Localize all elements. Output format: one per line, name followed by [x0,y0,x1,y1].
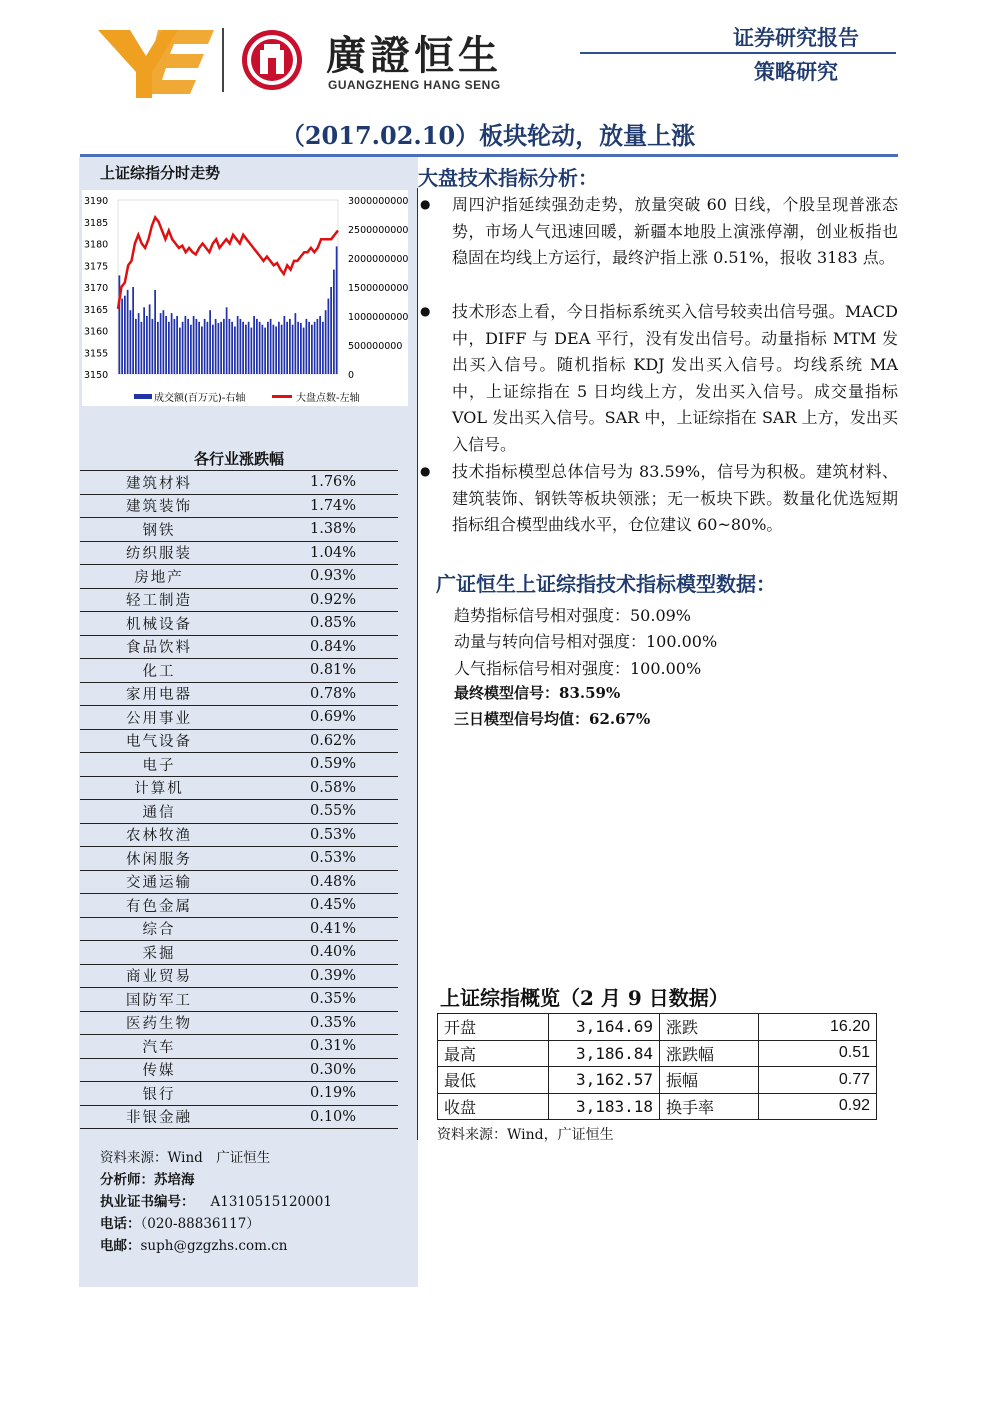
chart-title: 上证综指分时走势 [100,164,221,182]
left-axis-tick: 3150 [84,370,109,381]
sector-row [80,1011,398,1035]
overview-source: 资料来源：Wind，广证恒生 [437,1127,614,1143]
sector-name: 电子 [80,753,238,777]
sector-name: 汽车 [80,1035,238,1059]
sector-row [80,729,398,753]
volume-bar [201,326,203,374]
model-sentiment: 人气指标信号相对强度：100.00% [454,659,702,678]
sector-row [80,776,398,800]
sector-row [80,659,398,683]
volume-bar [311,325,313,374]
volume-bar [193,316,195,374]
report-type [580,22,896,52]
cert-label: 执业证书编号： [100,1194,195,1210]
sector-name: 建筑材料 [80,471,238,495]
volume-bar [251,328,253,374]
sector-change: 0.55% [238,800,398,824]
volume-bar [259,322,261,374]
right-axis-tick: 500000000 [348,341,403,352]
volume-bar [336,246,338,374]
overview-value: 0.77 [759,1067,877,1094]
volume-bar [297,322,299,374]
sector-row [80,917,398,941]
sector-change: 0.59% [238,753,398,777]
left-axis-tick: 3180 [84,239,109,251]
sector-row [80,894,398,918]
volume-bar [157,322,159,374]
overview-label: 涨跌 [660,1014,759,1041]
sector-name: 休闲服务 [80,847,238,871]
volume-bar [229,319,231,374]
analysis-paragraph-2: 技术形态上看，今日指标系统买入信号较卖出信号强。MACD 中，DIFF 与 DEA 平行，没有发出信号。动量指标 MTM 发出买入信号。随机指标 KDJ 发出买入信号。均线系统 MA 中，上证综指在 5 日均线上方，发出买入信号。成交量指标 VOL 发出买入信号。SAR 中，上证综指在 SAR 上方，发出买入信号。 [452,302,898,454]
volume-bar [212,325,214,374]
volume-bar [121,299,123,374]
sector-change: 0.69% [238,706,398,730]
overview-value: 3,164.69 [549,1014,660,1041]
overview-value: 3,183.18 [549,1093,660,1120]
volume-bar [314,322,316,374]
legend-swatch-index [272,395,292,398]
sector-change: 0.35% [238,1011,398,1035]
overview-value: 0.92 [759,1093,877,1120]
intraday-chart [82,190,408,406]
report-subtype-label: 策略研究 [754,60,838,84]
overview-title: 上证综指概览（2 月 9 日数据） [440,986,729,1010]
sector-name: 传媒 [80,1058,238,1082]
analyst-label: 分析师： [100,1172,154,1188]
volume-bar [292,325,294,374]
volume-bar [226,307,228,374]
overview-label: 最高 [438,1040,549,1067]
volume-bar [330,287,332,374]
volume-bar [198,322,200,374]
sector-change: 1.38% [238,518,398,542]
sector-row [80,1082,398,1106]
overview-row [438,1040,877,1067]
report-subtype [580,56,896,86]
header-rule [580,52,896,54]
overview-row [438,1067,877,1094]
sector-name: 化工 [80,659,238,683]
ye-logo-icon [96,22,216,100]
email-value[interactable]: suph@gzgzhs.com.cn [140,1238,288,1254]
sector-row [80,682,398,706]
volume-bar [262,325,264,374]
sector-change: 0.84% [238,635,398,659]
model-final-signal: 最终模型信号：83.59% [454,684,621,702]
sector-name: 轻工制造 [80,588,238,612]
sector-change: 0.53% [238,823,398,847]
overview-label: 振幅 [660,1067,759,1094]
phone-value: （020-88836117） [140,1216,260,1232]
volume-bar [267,322,269,374]
report-type-label: 证券研究报告 [733,26,859,50]
volume-bar [127,290,129,374]
sector-row [80,1105,398,1129]
sector-change: 0.41% [238,917,398,941]
overview-value: 0.51 [759,1040,877,1067]
cert-number: A1310515120001 [210,1194,332,1210]
intraday-chart-svg [82,190,408,406]
sector-name: 农林牧渔 [80,823,238,847]
sector-change: 0.58% [238,776,398,800]
sector-change: 0.53% [238,847,398,871]
volume-bar [278,322,280,374]
volume-bar [163,310,165,374]
model-momentum: 动量与转向信号相对强度：100.00% [454,632,718,651]
volume-bar [165,316,167,374]
sector-change: 0.93% [238,565,398,589]
overview-label: 换手率 [660,1093,759,1120]
bullet-icon: ● [420,197,431,211]
sector-change: 1.76% [238,471,398,495]
left-axis-tick: 3160 [84,326,109,338]
volume-bar [256,319,258,374]
sector-row [80,941,398,965]
sector-change: 0.78% [238,682,398,706]
sector-row [80,988,398,1012]
sector-change: 0.92% [238,588,398,612]
volume-bar [143,307,145,374]
volume-bar [154,290,156,374]
column-divider [417,188,418,1140]
volume-bar [289,319,291,374]
volume-bar [333,270,335,374]
phone-label: 电话： [100,1216,141,1232]
sector-name: 有色金属 [80,894,238,918]
volume-bar [152,319,154,374]
volume-bar [185,316,187,374]
sector-name: 家用电器 [80,682,238,706]
sector-name: 采掘 [80,941,238,965]
sector-change: 0.39% [238,964,398,988]
overview-label: 涨跌幅 [660,1040,759,1067]
volume-bar [171,313,173,374]
model-trend: 趋势指标信号相对强度：50.09% [454,606,692,625]
sector-name: 通信 [80,800,238,824]
sector-name: 计算机 [80,776,238,800]
bullet-icon: ● [420,464,431,478]
volume-bar [308,322,310,374]
volume-bar [319,316,321,374]
volume-bar [168,322,170,374]
legend-swatch-volume [134,394,152,399]
right-axis-tick: 0 [348,370,355,381]
sector-name: 房地产 [80,565,238,589]
volume-bar [325,310,327,374]
sector-name: 电气设备 [80,729,238,753]
sector-row [80,800,398,824]
model-three-day-average: 三日模型信号均值：62.67% [454,710,651,728]
sector-row [80,565,398,589]
analysis-paragraph-3: 技术指标模型总体信号为 83.59%，信号为积极。建筑材料、建筑装饰、钢铁等板块领涨；无一板块下跌。数量化优选短期指标组合模型曲线水平，仓位建议 60~80%。 [452,462,898,535]
sector-change: 0.31% [238,1035,398,1059]
left-axis-tick: 3170 [84,283,109,294]
volume-bar [215,319,217,374]
email-line [100,1234,287,1254]
volume-bar [253,316,255,374]
overview-label: 开盘 [438,1014,549,1041]
sector-name: 商业贸易 [80,964,238,988]
volume-bar [248,322,250,374]
volume-bar [182,322,184,374]
cert-line [100,1190,332,1210]
overview-value: 3,162.57 [549,1067,660,1094]
sector-change: 0.30% [238,1058,398,1082]
sector-change: 0.85% [238,612,398,636]
legend-label-index: 大盘点数-左轴 [296,393,360,404]
analysis-paragraph-1: 周四沪指延续强劲走势，放量突破 60 日线，个股呈现普涨态势，市场人气迅速回暖，新疆本地股上演涨停潮，创业板指也稳固在均线上方运行，最终沪指上涨 0.51%，报收 3183 点。 [452,195,898,268]
sector-name: 食品饮料 [80,635,238,659]
volume-bar [328,299,330,374]
sector-change: 1.74% [238,494,398,518]
sector-row [80,518,398,542]
model-title: 广证恒生上证综指技术指标模型数据： [436,572,776,596]
sector-row [80,706,398,730]
volume-bar [187,319,189,374]
volume-bar [240,319,242,374]
volume-bar [303,328,305,374]
sector-name: 国防军工 [80,988,238,1012]
company-name-cn: 廣證恒生 [326,33,502,79]
sector-row [80,588,398,612]
volume-bar [204,319,206,374]
page-title: （2017.02.10）板块轮动，放量上涨 [280,121,696,150]
volume-bar [141,322,143,374]
sector-name: 医药生物 [80,1011,238,1035]
sector-name: 非银金融 [80,1105,238,1129]
sector-row [80,494,398,518]
sector-name: 机械设备 [80,612,238,636]
volume-bar [132,287,134,374]
analysis-title: 大盘技术指标分析： [418,166,598,190]
volume-bar [245,325,247,374]
overview-value: 3,186.84 [549,1040,660,1067]
sector-row [80,635,398,659]
sector-name: 钢铁 [80,518,238,542]
volume-bar [135,319,137,374]
sector-table-title: 各行业涨跌幅 [193,450,284,468]
volume-bar [306,319,308,374]
volume-bar [146,316,148,374]
volume-bar [190,325,192,374]
overview-row [438,1014,877,1041]
company-seal-icon [240,28,304,92]
overview-table [437,1013,877,1120]
sector-change: 0.35% [238,988,398,1012]
overview-value: 16.20 [759,1014,877,1041]
sector-row [80,612,398,636]
volume-bar [209,310,211,374]
volume-bar [284,316,286,374]
volume-bar [160,313,162,374]
sector-name: 交通运输 [80,870,238,894]
volume-bar [242,322,244,374]
sector-name: 银行 [80,1082,238,1106]
volume-bar [286,322,288,374]
volume-bar [300,323,302,374]
left-axis-tick: 3190 [84,196,109,207]
sector-change: 0.62% [238,729,398,753]
volume-bar [270,319,272,374]
sector-change: 0.19% [238,1082,398,1106]
volume-bar [149,304,151,374]
legend-label-volume: 成交额(百万元)-右轴 [154,393,246,404]
company-name-en: GUANGZHENG HANG SENG [328,78,501,92]
sector-row [80,964,398,988]
volume-bar [237,316,239,374]
right-axis-tick: 2000000000 [348,254,408,265]
volume-bar [275,326,277,374]
left-axis-tick: 3155 [84,348,109,360]
overview-row [438,1093,877,1120]
volume-bar [264,328,266,374]
left-axis-tick: 3185 [84,217,109,229]
volume-bar [273,325,275,374]
sector-change: 0.81% [238,659,398,683]
left-axis-tick: 3165 [84,304,109,316]
right-axis-tick: 2500000000 [348,225,408,236]
sector-change: 0.45% [238,894,398,918]
phone-line [100,1212,260,1232]
sector-row [80,870,398,894]
sector-name: 综合 [80,917,238,941]
volume-bar [176,316,178,374]
right-axis-tick: 1000000000 [348,312,408,323]
right-axis-tick: 1500000000 [348,283,408,294]
volume-bar [179,328,181,374]
volume-bar [234,326,236,374]
volume-bar [231,322,233,374]
logo-divider [222,28,224,92]
sector-change: 0.40% [238,941,398,965]
sector-table [80,470,398,1129]
volume-bar [196,319,198,374]
volume-bar [317,319,319,374]
sector-row [80,471,398,495]
volume-bar [322,322,324,374]
email-label: 电邮： [100,1238,141,1254]
sector-row [80,847,398,871]
sector-change: 0.48% [238,870,398,894]
volume-bar [124,296,126,374]
overview-label: 最低 [438,1067,549,1094]
volume-bar [207,322,209,374]
volume-bar [138,313,140,374]
sector-row [80,541,398,565]
right-axis-tick: 3000000000 [348,196,408,207]
volume-bar [223,319,225,374]
sector-row [80,1035,398,1059]
left-source: 资料来源：Wind 广证恒生 [100,1150,271,1166]
sector-row [80,753,398,777]
volume-bar [130,310,132,374]
volume-bar [220,322,222,374]
volume-bar [218,323,220,374]
volume-bar [295,313,297,374]
volume-bar [174,319,176,374]
overview-label: 收盘 [438,1093,549,1120]
sector-change: 0.10% [238,1105,398,1129]
sector-name: 建筑装饰 [80,494,238,518]
sector-name: 纺织服装 [80,541,238,565]
sector-row [80,823,398,847]
volume-bar [281,325,283,374]
left-axis-tick: 3175 [84,261,109,273]
analyst-name: 苏培海 [154,1172,195,1188]
sector-row [80,1058,398,1082]
analyst-line [100,1168,195,1188]
bullet-icon: ● [420,304,431,318]
sector-name: 公用事业 [80,706,238,730]
sector-change: 1.04% [238,541,398,565]
